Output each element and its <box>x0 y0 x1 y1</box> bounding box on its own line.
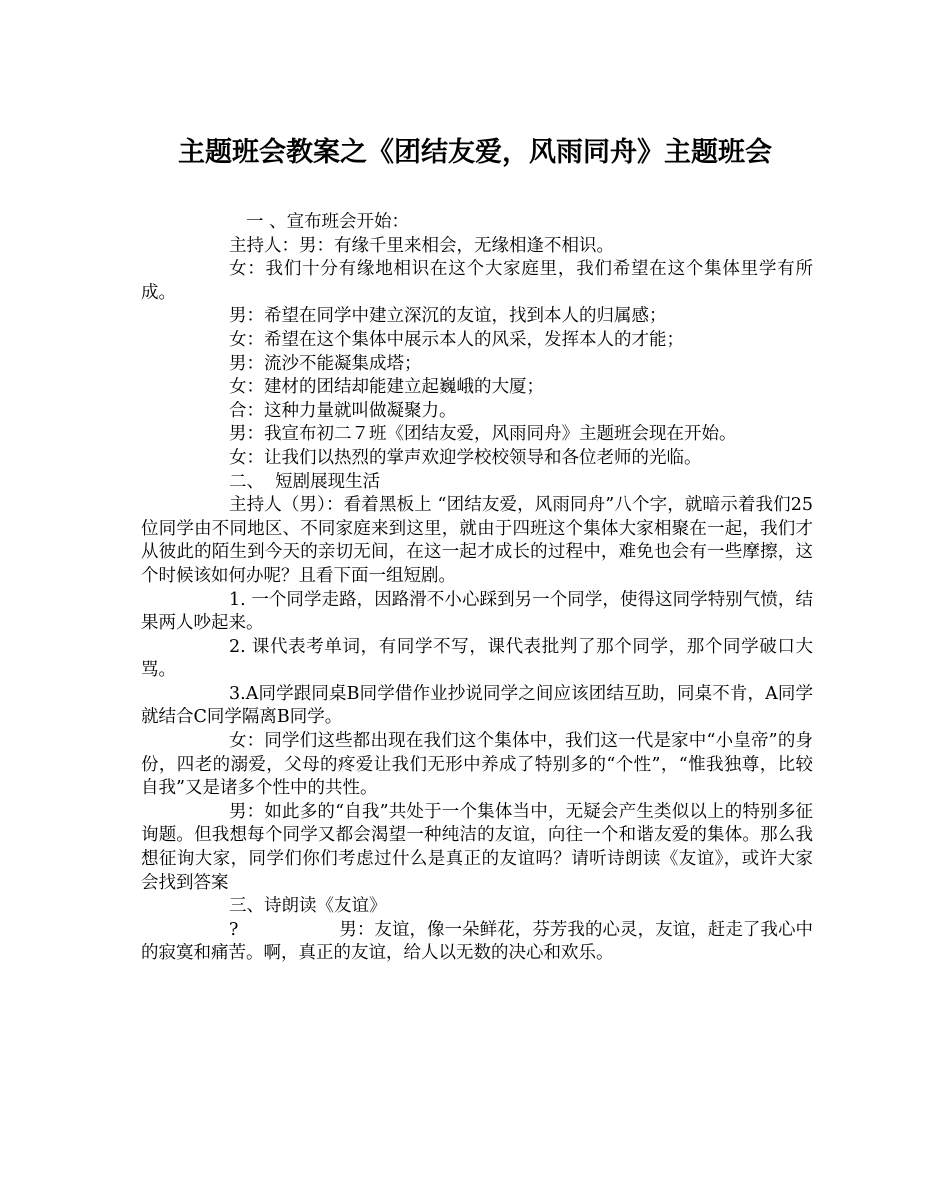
paragraph: 女：让我们以热烈的掌声欢迎学校校领导和各位老师的光临。 <box>229 447 702 468</box>
paragraph: 男：如此多的“自我”共处于一个集体当中，无疑会产生类似以上的特别多征询题。但我想每个同学又都会渴望一种纯洁的友谊，向往一个和谐友爱的集体。那么我想征询大家，同学们你们考虑过什么是真正的友谊吗？请听诗朗读《友谊》，或许大家会找到答案 <box>141 801 813 893</box>
paragraph: 合：这种力量就叫做凝聚力。 <box>229 400 457 421</box>
section-heading: 二、 短剧展现生活 <box>229 471 381 492</box>
document-body <box>141 211 813 966</box>
list-item: 2. 课代表考单词，有同学不写，课代表批判了那个同学，那个同学破口大骂。 <box>141 636 813 681</box>
paragraph: 女：希望在这个集体中展示本人的风采，发挥本人的才能； <box>229 329 684 350</box>
paragraph: ? 男：友谊，像一朵鲜花，芬芳我的心灵，友谊，赶走了我心中的寂寞和痛苦。啊，真正的友谊，给人以无数的决心和欢乐。 <box>141 919 813 964</box>
paragraph: 女：同学们这些都出现在我们这个集体中，我们这一代是家中“小皇帝”的身份，四老的溺爱，父母的疼爱让我们无形中养成了特别多的“个性”，“惟我独尊，比较自我”又是诸多个性中的共性。 <box>141 731 813 799</box>
paragraph: 男：流沙不能凝集成塔； <box>229 353 422 374</box>
paragraph: 男：希望在同学中建立深沉的友谊，找到本人的归属感； <box>229 306 667 327</box>
paragraph: 女：我们十分有缘地相识在这个大家庭里，我们希望在这个集体里学有所成。 <box>141 259 813 303</box>
paragraph: 主持人：男：有缘千里来相会，无缘相逢不相识。 <box>229 235 614 256</box>
paragraph: 女：建材的团结却能建立起巍峨的大厦； <box>229 377 544 398</box>
paragraph: 主持人（男）：看着黑板上 “团结友爱，风雨同舟”八个字，就暗示着我们25位同学由不同地区、不同家庭来到这里，就由于四班这个集体大家相聚在一起，我们才从彼此的陌生到今天的亲切无间，在这一起才成长的过程中，难免也会有一些摩擦，这个时候该如何办呢？且看下面一组短剧。 <box>141 495 813 586</box>
list-item: 3.A同学跟同桌B同学借作业抄说同学之间应该团结互助，同桌不肯，A同学就结合C同学隔离B同学。 <box>141 683 813 728</box>
section-heading: 三、诗朗读《友谊》 <box>229 896 387 917</box>
document-title: 主题班会教案之《团结友爱，风雨同舟》主题班会 <box>178 137 772 168</box>
list-item: 1. 一个同学走路，因路滑不小心踩到另一个同学，使得这同学特别气愤，结果两人吵起来。 <box>141 589 813 634</box>
paragraph: 男：我宣布初二７班《团结友爱，风雨同舟》主题班会现在开始。 <box>229 424 737 445</box>
section-heading: 一 、宣布班会开始： <box>246 212 410 232</box>
